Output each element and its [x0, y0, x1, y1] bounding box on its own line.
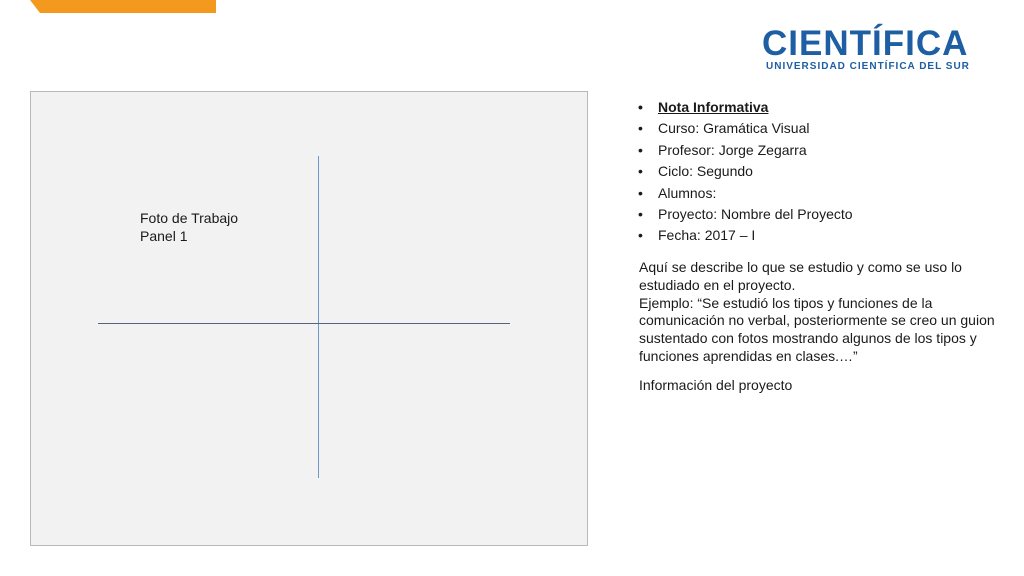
info-item-professor: • Profesor: Jorge Zegarra — [638, 140, 998, 161]
panel-label — [140, 209, 238, 245]
info-item-date: • Fecha: 2017 – I — [638, 225, 998, 246]
panel-label-line-1: Foto de Trabajo — [140, 210, 239, 226]
info-item-title: • Nota Informativa — [638, 97, 998, 118]
vertical-guide-line — [318, 156, 319, 478]
logo-subtitle: UNIVERSIDAD CIENTÍFICA DEL SUR — [766, 61, 970, 72]
info-list — [638, 97, 998, 247]
panel-label-line-2: Panel 1 — [140, 228, 188, 244]
photo-placeholder-panel — [30, 91, 588, 546]
project-info-label: Información del proyecto — [639, 377, 793, 393]
description-example: Ejemplo: “Se estudió los tipos y funciones de la comunicación no verbal, posteriormente se creo un guion sustentado con fotos mostrando algunos de los tipos y funciones aprendidas en clases.…” — [639, 294, 995, 364]
logo-wordmark: CIENTÍFICA — [762, 24, 969, 63]
info-item-project: • Proyecto: Nombre del Proyecto — [638, 204, 998, 225]
info-item-course: • Curso: Gramática Visual — [638, 118, 998, 139]
horizontal-guide-line — [98, 323, 510, 324]
description-intro: Aquí se describe lo que se estudio y como se uso lo estudiado en el proyecto. — [639, 259, 962, 293]
description-block — [639, 259, 999, 366]
info-item-cycle: • Ciclo: Segundo — [638, 161, 998, 182]
logo — [762, 24, 974, 74]
info-item-students: • Alumnos: — [638, 183, 998, 204]
header-accent-bar — [30, 0, 216, 13]
